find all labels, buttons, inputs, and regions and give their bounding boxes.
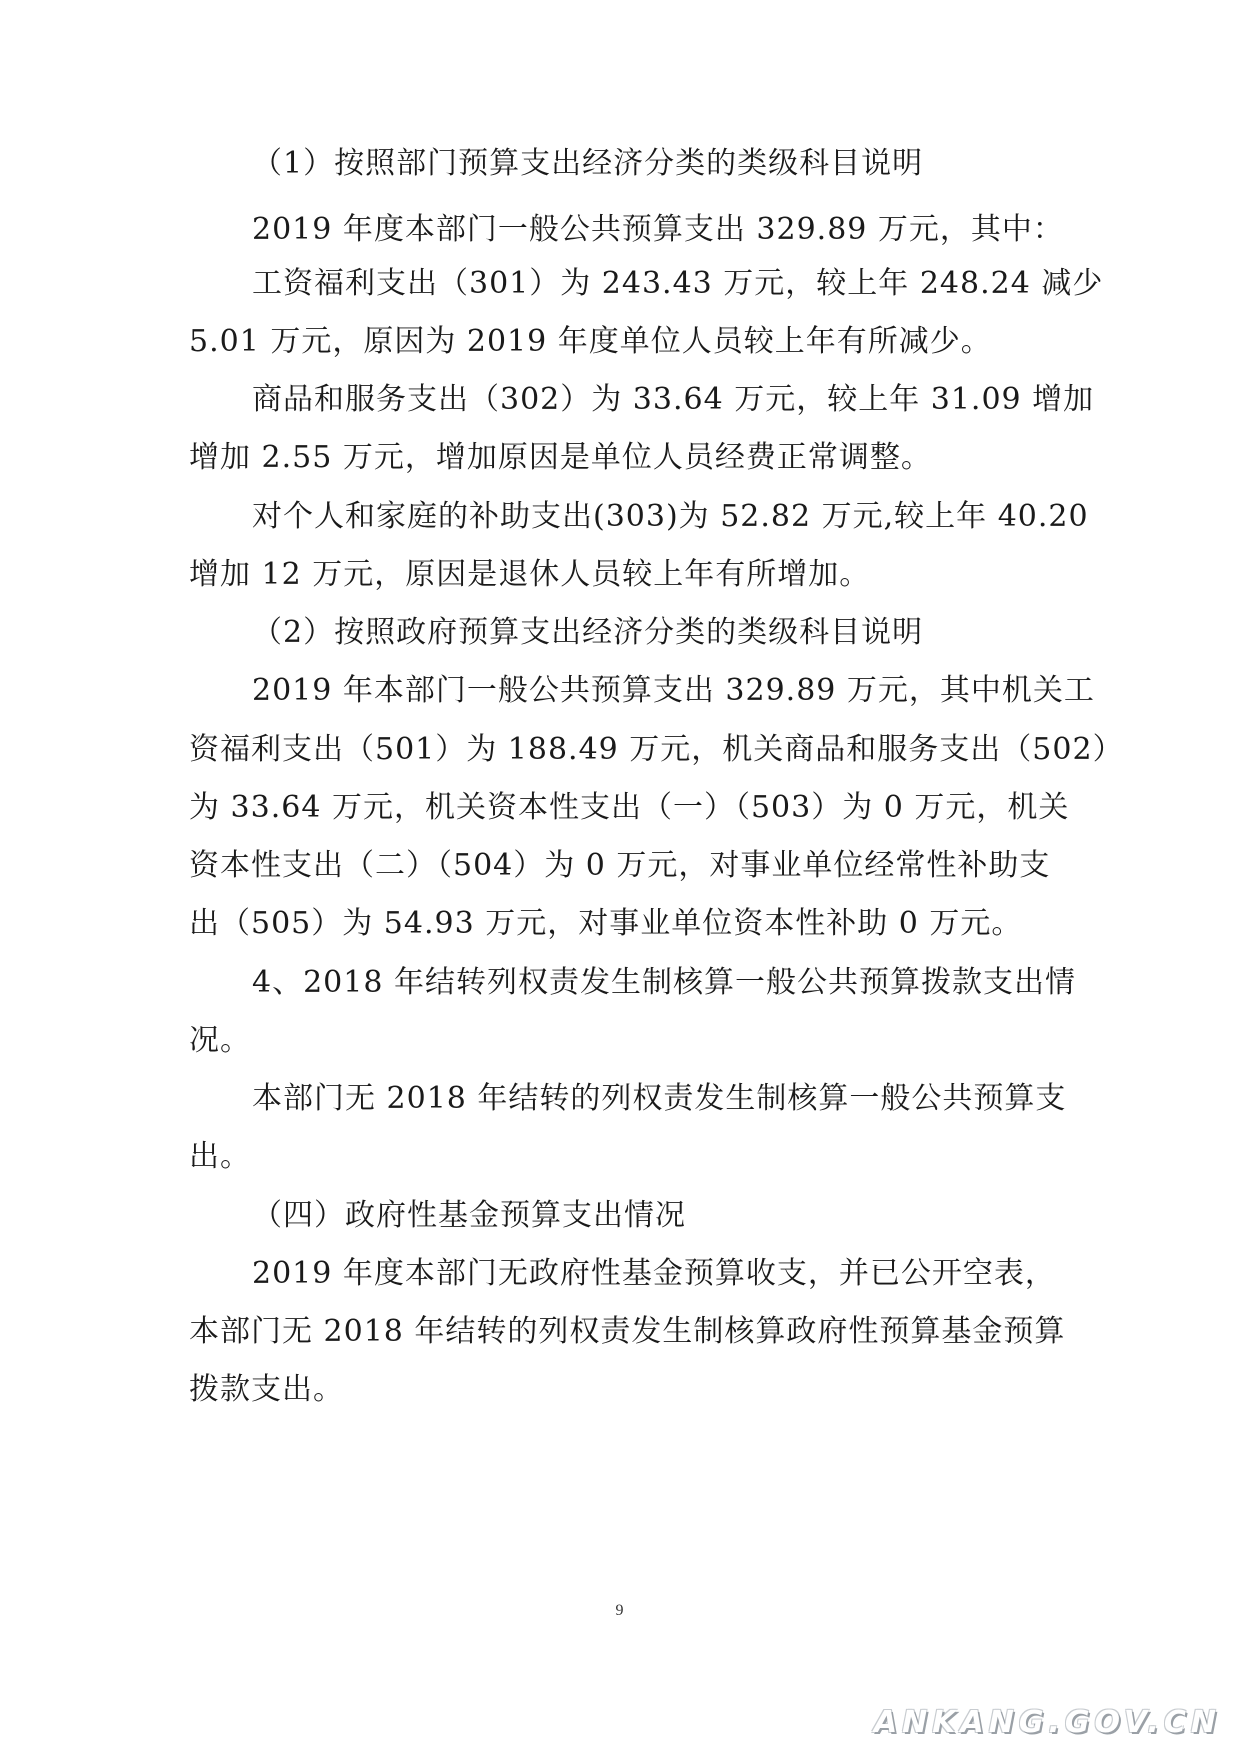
section-heading-4: 4、2018 年结转列权责发生制核算一般公共预算拨款支出情 (252, 965, 1076, 1000)
paragraph-line: 对个人和家庭的补助支出(303)为 52.82 万元,较上年 40.20 (252, 499, 1089, 534)
paragraph-line: 本部门无 2018 年结转的列权责发生制核算一般公共预算支 (252, 1081, 1067, 1116)
paragraph-line: 2019 年度本部门无政府性基金预算收支，并已公开空表， (252, 1256, 1056, 1291)
paragraph-line: 2019 年本部门一般公共预算支出 329.89 万元，其中机关工 (252, 673, 1095, 708)
paragraph-line: 况。 (189, 1023, 251, 1058)
paragraph-line: 拨款支出。 (189, 1372, 344, 1407)
paragraph-line: 增加 2.55 万元，增加原因是单位人员经费正常调整。 (189, 440, 932, 475)
paragraph-line: 资福利支出（501）为 188.49 万元，机关商品和服务支出（502） (189, 732, 1124, 767)
paragraph-line: 工资福利支出（301）为 243.43 万元，较上年 248.24 减少 (252, 266, 1104, 301)
paragraph-line: 5.01 万元，原因为 2019 年度单位人员较上年有所减少。 (189, 324, 992, 359)
paragraph-line: 本部门无 2018 年结转的列权责发生制核算政府性预算基金预算 (189, 1314, 1066, 1349)
section-heading-iv: （四）政府性基金预算支出情况 (252, 1198, 686, 1233)
site-watermark: ANKANG.GOV.CN (873, 1705, 1221, 1740)
paragraph-line: 2019 年度本部门一般公共预算支出 329.89 万元，其中： (252, 212, 1064, 247)
paragraph-line: 商品和服务支出（302）为 33.64 万元，较上年 31.09 增加 (252, 382, 1095, 417)
paragraph-line: 为 33.64 万元，机关资本性支出（一）（503）为 0 万元，机关 (189, 790, 1070, 825)
section-heading-1: （1）按照部门预算支出经济分类的类级科目说明 (252, 146, 924, 181)
paragraph-line: 出。 (189, 1139, 251, 1174)
paragraph-line: 资本性支出（二）（504）为 0 万元，对事业单位经常性补助支 (189, 848, 1051, 883)
section-heading-2: （2）按照政府预算支出经济分类的类级科目说明 (252, 615, 924, 650)
page-number: 9 (615, 1602, 624, 1619)
paragraph-line: 增加 12 万元，原因是退休人员较上年有所增加。 (189, 557, 871, 592)
paragraph-line: 出（505）为 54.93 万元，对事业单位资本性补助 0 万元。 (189, 906, 1023, 941)
